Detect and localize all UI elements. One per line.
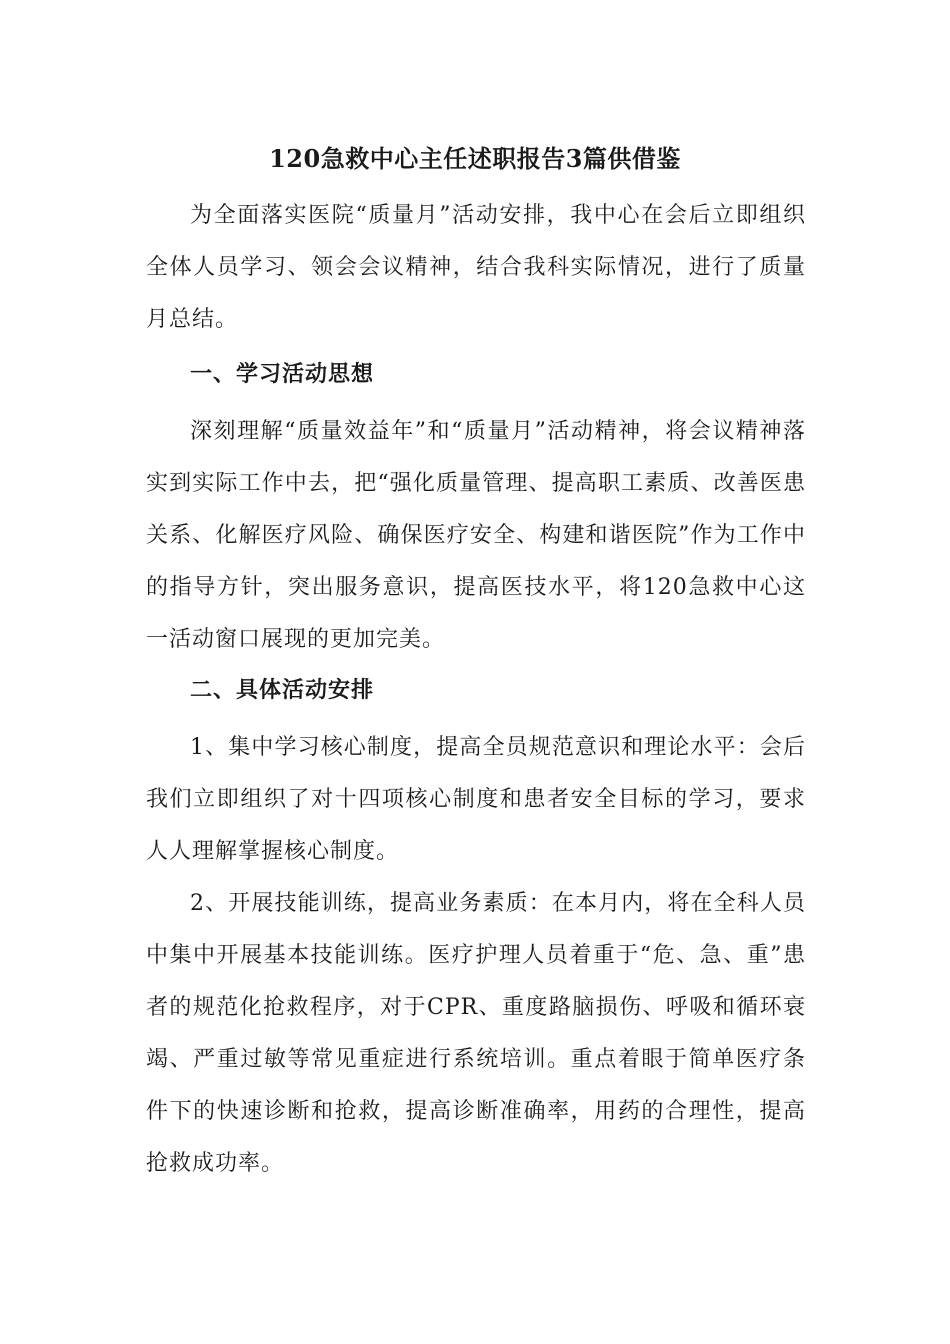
intro-paragraph bbox=[146, 190, 806, 346]
document-title: 120急救中心主任述职报告3篇供借鉴 bbox=[269, 144, 681, 173]
section1-paragraph bbox=[146, 406, 806, 666]
section2-item-2 bbox=[146, 878, 806, 1190]
section2-item-1 bbox=[146, 722, 806, 878]
item2-text: 2、开展技能训练，提高业务素质：在本月内，将在全科人员中集中开展基本技能训练。医疗护理人员着重于“危、急、重”患者的规范化抢救程序，对于CPR、重度路脑损伤、呼吸和循环衰竭、严重过敏等常见重症进行系统培训。重点着眼于简单医疗条件下的快速诊断和抢救，提高诊断准确率，用药的合理性，提高抢救成功率。 bbox=[146, 891, 806, 1176]
item1-text: 1、集中学习核心制度，提高全员规范意识和理论水平：会后我们立即组织了对十四项核心制度和患者安全目标的学习，要求人人理解掌握核心制度。 bbox=[146, 735, 806, 864]
section1-text: 深刻理解“质量效益年”和“质量月”活动精神，将会议精神落实到实际工作中去，把“强化质量管理、提高职工素质、改善医患关系、化解医疗风险、确保医疗安全、构建和谐医院”作为工作中的指导方针，突出服务意识，提高医技水平，将120急救中心这一活动窗口展现的更加完美。 bbox=[146, 419, 806, 652]
intro-text: 为全面落实医院“质量月”活动安排，我中心在会后立即组织全体人员学习、领会会议精神，结合我科实际情况，进行了质量月总结。 bbox=[146, 203, 806, 332]
section-heading-2: 二、具体活动安排 bbox=[190, 677, 375, 703]
section-heading-1: 一、学习活动思想 bbox=[190, 361, 375, 387]
